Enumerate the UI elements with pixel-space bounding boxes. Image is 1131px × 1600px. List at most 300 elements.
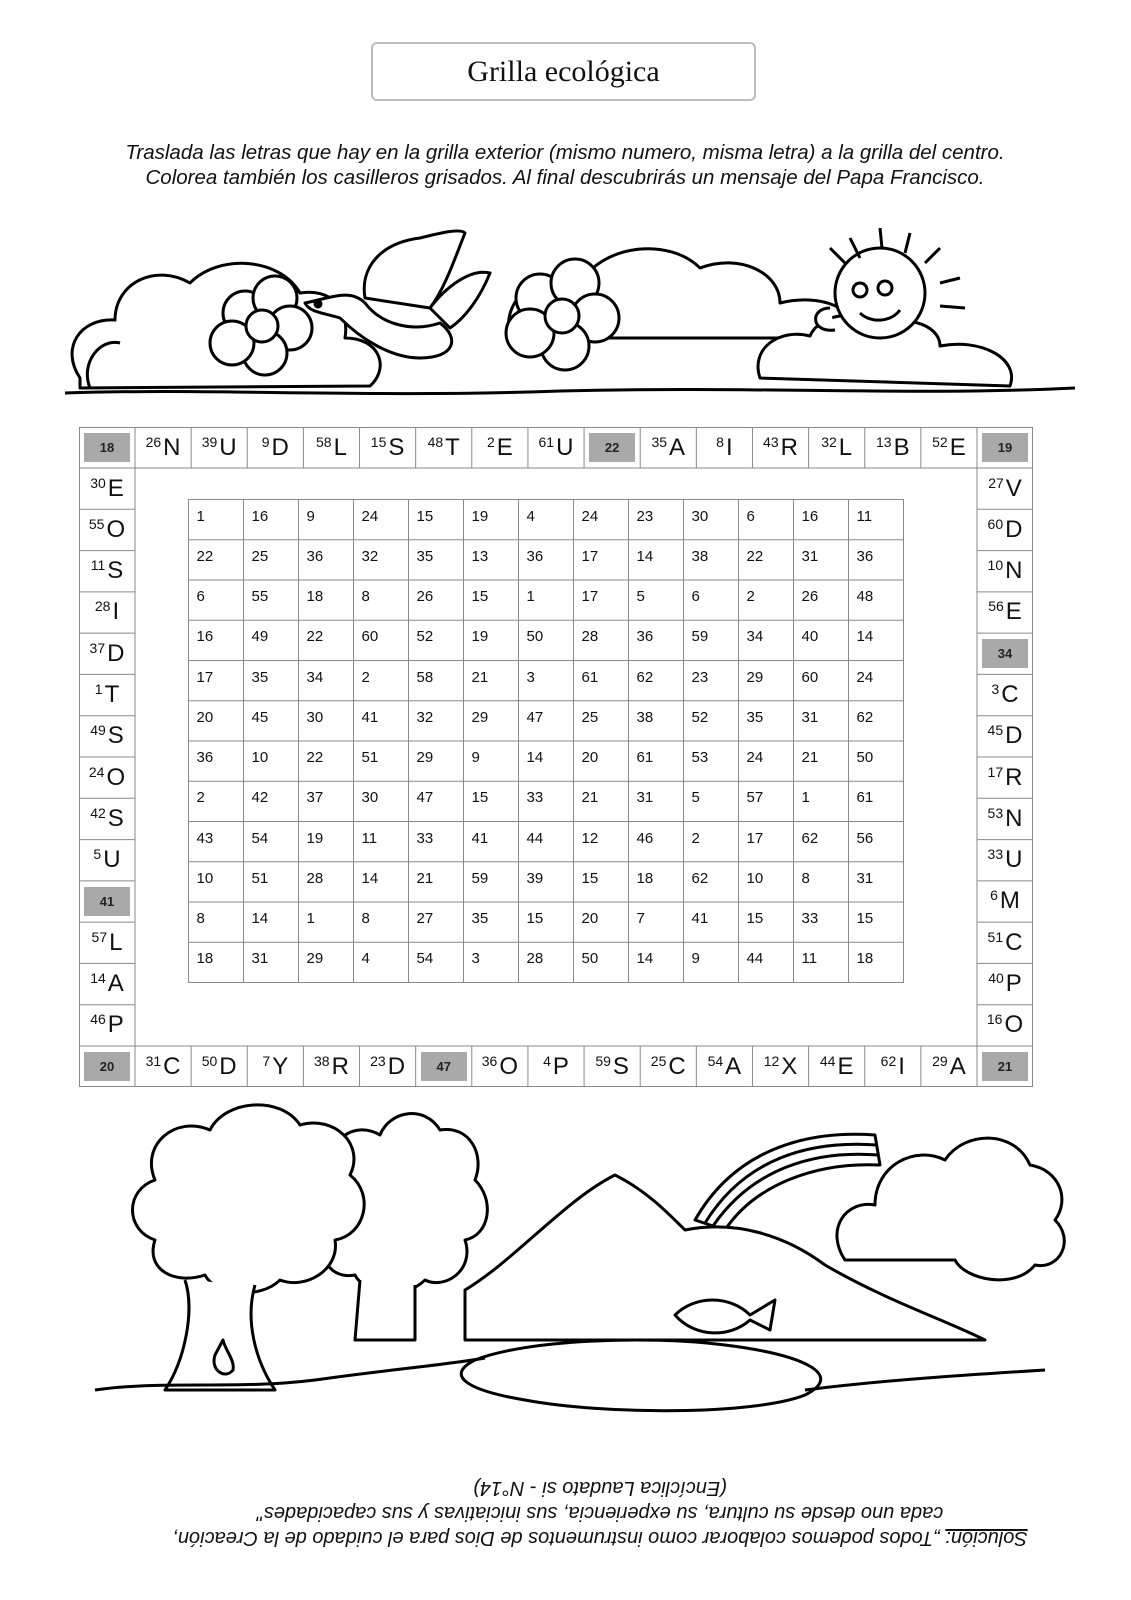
cell-letter: E — [1005, 598, 1022, 626]
cell-number: 7 — [262, 1052, 271, 1069]
inner-cell[interactable]: 55 — [251, 588, 269, 605]
inner-cell[interactable]: 51 — [361, 749, 379, 766]
cell-number: 4 — [543, 1052, 551, 1069]
inner-cell[interactable]: 52 — [691, 708, 709, 726]
inner-cell[interactable]: 8 — [801, 869, 810, 887]
inner-cell[interactable]: 58 — [416, 668, 434, 686]
cell-letter: I — [112, 598, 120, 626]
inner-cell[interactable]: 18 — [636, 869, 654, 887]
cell-letter: B — [893, 433, 910, 461]
outer-cell-right — [977, 674, 1033, 715]
inner-cell[interactable]: 27 — [416, 910, 434, 927]
cell-number: 45 — [987, 722, 1004, 739]
outer-cell-left — [79, 963, 135, 1004]
cell-letter: D — [219, 1052, 237, 1080]
outer-cell-top — [977, 427, 1033, 468]
cell-letter: E — [949, 433, 966, 461]
outer-cell-right — [977, 551, 1033, 592]
inner-cell[interactable]: 23 — [636, 507, 654, 525]
inner-cell[interactable]: 50 — [526, 628, 544, 646]
inner-cell[interactable]: 38 — [691, 547, 709, 565]
inner-cell[interactable]: 5 — [636, 588, 645, 605]
inner-cell[interactable]: 17 — [196, 668, 214, 686]
outer-cell-top — [360, 427, 416, 468]
outer-cell-top — [865, 427, 921, 468]
cell-letter: R — [780, 433, 798, 461]
cell-letter: P — [107, 1011, 124, 1039]
cell-number: 60 — [987, 515, 1004, 532]
gray-cell-number: 41 — [84, 887, 130, 916]
outer-cell-bottom — [809, 1046, 865, 1087]
inner-cell[interactable]: 42 — [251, 789, 269, 807]
inner-cell[interactable]: 13 — [471, 547, 489, 565]
inner-cell[interactable]: 45 — [251, 708, 269, 726]
inner-cell[interactable]: 21 — [416, 869, 434, 887]
inner-cell[interactable]: 54 — [251, 829, 269, 847]
inner-cell[interactable]: 1 — [306, 910, 315, 927]
cell-number: 26 — [145, 433, 162, 450]
outer-cell-right — [977, 963, 1033, 1004]
inner-cell[interactable]: 62 — [636, 668, 654, 686]
inner-cell[interactable]: 4 — [526, 507, 535, 525]
cell-letter: D — [107, 639, 125, 667]
cell-number: 52 — [932, 433, 948, 450]
cell-letter: R — [1005, 763, 1023, 791]
inner-cell[interactable]: 10 — [196, 869, 214, 887]
inner-cell[interactable]: 61 — [636, 749, 654, 766]
inner-cell[interactable]: 51 — [251, 869, 269, 887]
cell-letter: A — [107, 970, 124, 998]
outer-cell-top — [79, 427, 135, 468]
cell-number: 8 — [716, 433, 724, 450]
outer-cell-left — [79, 798, 135, 839]
inner-cell[interactable]: 61 — [581, 668, 599, 686]
inner-cell[interactable]: 24 — [581, 507, 599, 525]
cell-letter: O — [106, 763, 126, 791]
inner-cell[interactable]: 32 — [416, 708, 434, 726]
inner-cell[interactable]: 62 — [801, 829, 819, 847]
gray-cell-number: 21 — [982, 1052, 1028, 1081]
outer-cell-bottom — [752, 1046, 808, 1087]
inner-cell[interactable]: 25 — [251, 547, 269, 565]
inner-cell[interactable]: 35 — [746, 708, 764, 726]
cell-number: 62 — [880, 1052, 897, 1069]
outer-cell-bottom — [416, 1046, 472, 1087]
inner-cell[interactable]: 4 — [361, 950, 370, 968]
inner-cell[interactable]: 30 — [691, 507, 709, 525]
inner-cell[interactable]: 57 — [746, 789, 764, 807]
inner-cell[interactable]: 10 — [746, 869, 764, 887]
cell-number: 14 — [90, 970, 106, 987]
inner-cell[interactable]: 2 — [361, 668, 370, 686]
cell-letter: D — [387, 1052, 406, 1080]
inner-cell[interactable]: 22 — [196, 547, 214, 565]
cell-letter: C — [163, 1052, 181, 1080]
inner-cell[interactable]: 62 — [691, 869, 709, 887]
inner-cell[interactable]: 29 — [416, 749, 434, 766]
inner-cell[interactable]: 24 — [856, 668, 874, 686]
inner-cell[interactable]: 15 — [416, 507, 434, 525]
inner-cell[interactable]: 32 — [361, 547, 379, 565]
cell-number: 44 — [819, 1052, 836, 1069]
inner-cell[interactable]: 14 — [636, 950, 654, 968]
outer-cell-left — [79, 716, 135, 757]
inner-cell[interactable]: 35 — [251, 668, 269, 686]
outer-cell-top — [416, 427, 472, 468]
outer-cell-right — [977, 881, 1033, 922]
solution-message: „Todos podemos colaborar como instrumentos de Dios para el cuidado de la Creación, cada uno desde su cultura, su experiencia, sus iniciativas y sus capacidades" — [172, 1502, 946, 1549]
cell-letter: A — [949, 1052, 966, 1080]
inner-cell[interactable]: 17 — [581, 588, 599, 605]
inner-cell[interactable]: 3 — [526, 668, 535, 686]
outer-cell-bottom — [191, 1046, 247, 1087]
inner-cell[interactable]: 14 — [856, 628, 874, 646]
inner-cell[interactable]: 56 — [856, 829, 874, 847]
outer-cell-top — [752, 427, 808, 468]
inner-cell[interactable]: 14 — [251, 910, 269, 927]
cell-letter: C — [1005, 928, 1023, 956]
cell-letter: N — [1005, 804, 1023, 832]
inner-cell[interactable]: 16 — [196, 628, 214, 646]
cell-number: 13 — [875, 433, 892, 450]
cell-letter: E — [107, 474, 124, 502]
cell-number: 50 — [201, 1052, 218, 1069]
inner-cell[interactable]: 33 — [801, 910, 819, 927]
inner-cell[interactable]: 33 — [526, 789, 544, 807]
outer-cell-top — [191, 427, 247, 468]
outer-cell-right — [977, 509, 1033, 550]
inner-cell[interactable]: 36 — [196, 749, 214, 766]
cell-letter: Y — [272, 1052, 289, 1080]
inner-cell[interactable]: 19 — [306, 829, 324, 847]
cell-number: 58 — [315, 433, 332, 450]
inner-cell[interactable]: 41 — [471, 829, 489, 847]
inner-cell[interactable]: 62 — [856, 708, 874, 726]
inner-cell[interactable]: 54 — [416, 950, 434, 968]
cell-letter: D — [1005, 515, 1023, 543]
cell-number: 59 — [595, 1052, 611, 1069]
outer-cell-right — [977, 840, 1033, 881]
cell-letter: O — [1004, 1011, 1024, 1039]
outer-cell-right — [977, 468, 1033, 509]
cell-number: 35 — [651, 433, 668, 450]
inner-cell[interactable]: 1 — [526, 588, 535, 605]
inner-cell[interactable]: 28 — [581, 628, 599, 646]
inner-cell[interactable]: 15 — [856, 910, 874, 927]
cell-letter: I — [898, 1052, 905, 1080]
inner-cell[interactable]: 34 — [306, 668, 324, 686]
inner-cell[interactable]: 35 — [416, 547, 434, 565]
inner-cell[interactable]: 44 — [746, 950, 764, 968]
inner-cell[interactable]: 61 — [856, 789, 874, 807]
cell-number: 55 — [88, 515, 105, 532]
cell-number: 6 — [990, 887, 998, 904]
outer-cell-top — [303, 427, 359, 468]
cell-number: 9 — [261, 433, 270, 450]
cell-number: 37 — [89, 639, 106, 656]
cell-letter: U — [1005, 846, 1023, 874]
inner-cell[interactable]: 11 — [801, 950, 818, 968]
inner-cell[interactable]: 19 — [471, 507, 489, 525]
cell-number: 24 — [88, 763, 105, 780]
inner-cell[interactable]: 31 — [636, 789, 654, 807]
outer-cell-bottom — [865, 1046, 921, 1087]
outer-cell-left — [79, 1005, 135, 1046]
inner-cell[interactable]: 29 — [471, 708, 489, 726]
bottom-illustration — [85, 1090, 1070, 1465]
cell-number: 56 — [988, 598, 1004, 615]
inner-cell[interactable]: 59 — [691, 628, 709, 646]
cell-letter: U — [556, 433, 574, 461]
cell-letter: P — [552, 1052, 569, 1080]
inner-cell[interactable]: 26 — [416, 588, 434, 605]
inner-cell[interactable]: 20 — [581, 749, 599, 766]
cell-number: 53 — [987, 804, 1004, 821]
inner-cell[interactable]: 9 — [306, 507, 315, 525]
cell-number: 15 — [370, 433, 387, 450]
cell-number: 54 — [707, 1052, 724, 1069]
inner-cell[interactable]: 41 — [361, 708, 379, 726]
gray-cell-number: 19 — [982, 433, 1028, 462]
top-illustration — [60, 228, 1080, 408]
inner-cell[interactable]: 6 — [196, 588, 205, 605]
cell-letter: O — [499, 1052, 518, 1080]
cell-letter: T — [104, 681, 120, 709]
cell-number: 30 — [90, 474, 106, 491]
cell-letter: U — [103, 846, 121, 874]
inner-cell[interactable]: 34 — [746, 628, 764, 646]
inner-cell[interactable]: 50 — [856, 749, 874, 766]
inner-cell[interactable]: 47 — [526, 708, 544, 726]
inner-cell[interactable]: 60 — [361, 628, 379, 646]
inner-cell[interactable]: 31 — [801, 547, 819, 565]
cell-letter: C — [668, 1052, 686, 1080]
outer-cell-right — [977, 716, 1033, 757]
tree-icon — [133, 1105, 365, 1293]
inner-cell[interactable]: 18 — [856, 950, 874, 968]
inner-cell[interactable]: 52 — [416, 628, 434, 646]
outer-cell-left — [79, 881, 135, 922]
inner-cell[interactable]: 14 — [361, 869, 379, 887]
outer-cell-left — [79, 509, 135, 550]
inner-cell[interactable]: 21 — [801, 749, 819, 766]
cell-number: 2 — [486, 433, 495, 450]
gray-cell-number: 47 — [421, 1052, 467, 1081]
inner-cell[interactable]: 14 — [636, 547, 654, 565]
cell-letter: M — [999, 887, 1020, 915]
inner-cell[interactable]: 36 — [856, 547, 874, 565]
cell-letter: C — [1001, 681, 1019, 709]
inner-cell[interactable]: 23 — [691, 668, 709, 686]
inner-cell[interactable]: 30 — [306, 708, 324, 726]
cell-number: 12 — [763, 1052, 780, 1069]
inner-cell[interactable]: 1 — [196, 507, 205, 525]
outer-cell-bottom — [247, 1046, 303, 1087]
outer-cell-top — [921, 427, 977, 468]
inner-cell[interactable]: 8 — [361, 588, 370, 605]
inner-cell[interactable]: 17 — [581, 547, 599, 565]
inner-cell[interactable]: 18 — [196, 950, 214, 968]
cell-letter: S — [107, 804, 124, 832]
inner-cell[interactable]: 6 — [746, 507, 755, 525]
inner-cell[interactable]: 2 — [691, 829, 700, 847]
inner-cell[interactable]: 25 — [581, 708, 599, 726]
cell-number: 42 — [90, 804, 106, 821]
inner-cell[interactable]: 44 — [526, 829, 544, 847]
inner-cell[interactable]: 43 — [196, 829, 214, 847]
solution-source: (Encíclica Laudato si - N°14) — [473, 1477, 727, 1499]
inner-cell[interactable]: 49 — [251, 628, 269, 646]
inner-cell[interactable]: 29 — [746, 668, 764, 686]
inner-cell[interactable]: 46 — [636, 829, 654, 847]
outer-cell-right — [977, 757, 1033, 798]
cell-number: 46 — [90, 1011, 106, 1028]
cell-letter: V — [1005, 474, 1022, 502]
page-title: Grilla ecológica — [467, 54, 660, 88]
inner-cell[interactable]: 11 — [361, 829, 378, 847]
inner-cell[interactable]: 6 — [691, 588, 700, 605]
outer-cell-bottom — [135, 1046, 191, 1087]
inner-cell[interactable]: 31 — [801, 708, 819, 726]
gray-cell-number: 18 — [84, 433, 130, 462]
inner-cell[interactable]: 21 — [471, 668, 489, 686]
cell-number: 31 — [145, 1052, 162, 1069]
inner-cell[interactable]: 35 — [471, 910, 489, 927]
cell-number: 49 — [90, 722, 106, 739]
inner-cell[interactable]: 17 — [746, 829, 764, 847]
solution-label: Solución: — [945, 1527, 1028, 1549]
inner-cell[interactable]: 8 — [361, 910, 370, 927]
outer-cell-left — [79, 592, 135, 633]
inner-cell[interactable]: 36 — [526, 547, 544, 565]
cell-number: 5 — [93, 846, 102, 863]
inner-cell[interactable]: 31 — [251, 950, 269, 968]
inner-cell[interactable]: 15 — [746, 910, 764, 927]
inner-cell[interactable]: 48 — [856, 588, 874, 605]
inner-cell[interactable]: 15 — [581, 869, 599, 887]
inner-cell[interactable]: 7 — [636, 910, 645, 927]
cell-number: 57 — [91, 928, 108, 945]
inner-cell[interactable]: 11 — [856, 507, 873, 525]
cell-number: 61 — [538, 433, 555, 450]
cell-letter: A — [725, 1052, 742, 1080]
inner-cell[interactable]: 39 — [526, 869, 544, 887]
outer-cell-top — [584, 427, 640, 468]
cell-letter: S — [612, 1052, 629, 1080]
inner-cell[interactable]: 47 — [416, 789, 434, 807]
inner-cell[interactable]: 38 — [636, 708, 654, 726]
inner-cell[interactable]: 20 — [196, 708, 214, 726]
inner-cell[interactable]: 22 — [306, 749, 324, 766]
inner-cell[interactable]: 16 — [801, 507, 819, 525]
inner-cell[interactable]: 1 — [801, 789, 810, 807]
inner-cell[interactable]: 28 — [526, 950, 544, 968]
cell-letter: N — [1005, 557, 1023, 585]
cell-number: 27 — [988, 474, 1004, 491]
outer-cell-right — [977, 922, 1033, 963]
inner-cell[interactable]: 8 — [196, 910, 205, 927]
inner-cell[interactable]: 53 — [691, 749, 709, 766]
inner-cell[interactable]: 21 — [581, 789, 599, 807]
outer-cell-bottom — [79, 1046, 135, 1087]
inner-cell[interactable]: 22 — [746, 547, 764, 565]
cell-number: 25 — [650, 1052, 667, 1069]
pond-icon — [461, 1340, 820, 1411]
inner-cell[interactable]: 10 — [251, 749, 269, 766]
cell-letter: X — [781, 1052, 798, 1080]
inner-cell[interactable]: 41 — [691, 910, 709, 927]
inner-cell[interactable]: 2 — [196, 789, 205, 807]
inner-cell[interactable]: 30 — [361, 789, 379, 807]
inner-cell[interactable]: 15 — [471, 789, 489, 807]
inner-cell[interactable]: 24 — [746, 749, 764, 766]
inner-cell[interactable]: 59 — [471, 869, 489, 887]
outer-cell-right — [977, 1005, 1033, 1046]
outer-cell-top — [247, 427, 303, 468]
outer-cell-bottom — [696, 1046, 752, 1087]
cell-letter: L — [838, 433, 853, 461]
title-box — [371, 42, 756, 101]
inner-cell[interactable]: 29 — [306, 950, 324, 968]
outer-cell-right — [977, 592, 1033, 633]
inner-cell[interactable]: 28 — [306, 869, 324, 887]
cell-number: 43 — [763, 433, 779, 450]
cell-number: 11 — [90, 557, 106, 574]
outer-cell-bottom — [303, 1046, 359, 1087]
inner-cell[interactable]: 20 — [581, 910, 599, 927]
cell-letter: L — [333, 433, 347, 461]
instructions: Traslada las letras que hay en la grilla exterior (mismo numero, misma letra) a la grilla del centro. Colorea también los casilleros grisados. Al final descubrirás un mensaje del Papa Francisco. — [125, 141, 1005, 189]
inner-cell[interactable]: 36 — [636, 628, 654, 646]
inner-cell[interactable]: 12 — [581, 829, 599, 847]
inner-cell[interactable]: 14 — [526, 749, 544, 766]
inner-cell[interactable]: 19 — [471, 628, 489, 646]
inner-cell[interactable]: 26 — [801, 588, 819, 605]
inner-cell[interactable]: 60 — [801, 668, 819, 686]
cell-letter: E — [837, 1052, 854, 1080]
gray-cell-number: 22 — [589, 433, 635, 462]
inner-cell[interactable]: 3 — [471, 950, 480, 968]
inner-cell[interactable]: 36 — [306, 547, 324, 565]
outer-cell-top — [135, 427, 191, 468]
cell-letter: R — [331, 1052, 349, 1080]
inner-cell[interactable]: 31 — [856, 869, 874, 887]
outer-cell-left — [79, 468, 135, 509]
cell-number: 1 — [94, 681, 103, 698]
inner-cell[interactable]: 5 — [691, 789, 700, 807]
cell-letter: S — [107, 557, 124, 585]
inner-cell[interactable]: 2 — [746, 588, 755, 605]
inner-cell[interactable]: 9 — [691, 950, 700, 968]
inner-cell[interactable]: 24 — [361, 507, 379, 525]
outer-cell-bottom — [921, 1046, 977, 1087]
inner-cell[interactable]: 50 — [581, 950, 599, 968]
inner-cell[interactable]: 22 — [306, 628, 324, 646]
inner-cell[interactable]: 40 — [801, 628, 819, 646]
inner-cell[interactable]: 33 — [416, 829, 434, 847]
outer-cell-right — [977, 633, 1033, 674]
outer-cell-top — [528, 427, 584, 468]
inner-cell[interactable]: 18 — [306, 588, 324, 605]
cell-letter: D — [271, 433, 289, 461]
cell-letter: T — [445, 433, 460, 461]
inner-cell[interactable]: 9 — [471, 749, 480, 766]
inner-cell[interactable]: 15 — [471, 588, 489, 605]
inner-cell[interactable]: 15 — [526, 910, 544, 927]
inner-cell[interactable]: 37 — [306, 789, 324, 807]
inner-cell[interactable]: 16 — [251, 507, 269, 525]
outer-cell-bottom — [528, 1046, 584, 1087]
